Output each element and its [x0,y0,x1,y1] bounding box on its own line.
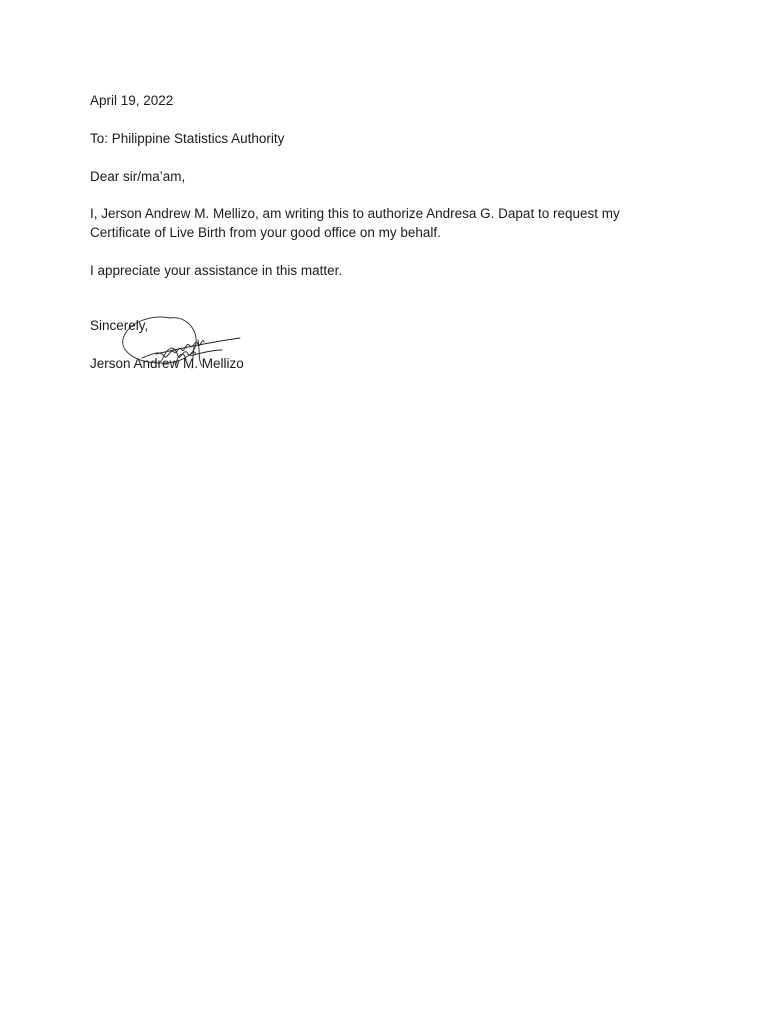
letter-date: April 19, 2022 [90,93,174,108]
letter-closing: Sincerely, [90,318,149,333]
letter-body-line-1: I, Jerson Andrew M. Mellizo, am writing this to authorize Andresa G. Dapat to request my [90,206,620,221]
handwritten-signature [112,310,252,376]
letter-salutation: Dear sir/ma’am, [90,169,186,184]
signer-name: Jerson Andrew M. Mellizo [90,356,244,371]
letter-body-line-2: Certificate of Live Birth from your good office on my behalf. [90,225,441,240]
letter-recipient: To: Philippine Statistics Authority [90,131,285,146]
letter-appreciation: I appreciate your assistance in this matter. [90,263,343,278]
